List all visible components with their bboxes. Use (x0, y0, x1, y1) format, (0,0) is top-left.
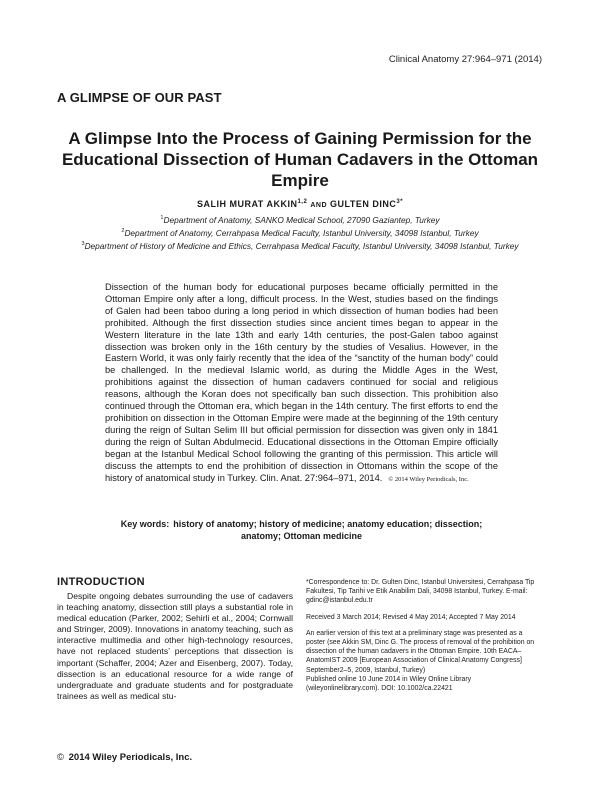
section-label: A GLIMPSE OF OUR PAST (57, 90, 222, 105)
author-conjunction: AND (310, 202, 327, 209)
keywords-list: history of anatomy; history of medicine; anatomy education; dissection; anatomy; Ottoman medicine (173, 519, 483, 541)
author-line (60, 199, 540, 209)
introduction-text: Despite ongoing debates surrounding the use of cadavers in teaching anatomy, dissection still plays a substantial role in medical education (Parker, 2002; Sehirli et al., 2004; Cornwall and Stringer, 2009). Innovations in anatomy teaching, such as interactive multimedia and other high-technology resources, have not replaced students’ perceptions that dissection is important (Schaffer, 2004; Azer and Eisenberg, 2007). Today, dissection is an educational resource for a wide range of undergraduate and graduate students and for postgraduate trainees as well as medical stu- (57, 591, 293, 701)
affiliation-2: $^2$Department of Anatomy, Cerrahpasa Medical Faculty, Istanbul University, 34098 Istanbul, Turkey (121, 227, 479, 238)
author-1-affiliation-marker: 1,2 (297, 199, 308, 205)
correspondence-note: *Correspondence to: Dr. Gulten Dinc, Istanbul Universitesi, Cerrahpasa Tip Fakultesi, Tip Tarihi ve Etik Anabilim Dali, 34098 Istanbul, Turkey. E-mail: gdinc@istanbul.edu.tr (306, 579, 535, 605)
abstract (105, 282, 498, 485)
article-title: A Glimpse Into the Process of Gaining Permission for the Educational Dissection of Human Cadavers in the Ottoman Empire (61, 129, 539, 190)
keywords (105, 518, 498, 542)
publication-note: Published online 10 June 2014 in Wiley Online Library (wileyonlinelibrary.com). DOI: 10.1002/ca.22421 (306, 675, 472, 693)
footer-copyright (57, 752, 192, 763)
affiliation-1: $^1$Department of Anatomy, SANKO Medical School, 27090 Gaziantep, Turkey (160, 214, 440, 225)
keywords-label: Key words: (120, 519, 170, 529)
introduction-heading: INTRODUCTION (57, 576, 145, 588)
footer-copyright-text: 2014 Wiley Periodicals, Inc. (68, 752, 193, 763)
journal-reference: Clinical Anatomy 27:964–971 (2014) (388, 54, 542, 65)
abstract-text: Dissection of the human body for educational purposes became officially permitted in the Ottoman Empire only after a long, difficult process. In the West, studies based on the findings of Galen had been taboo during a long period in which dissection of human bodies had been prohibited. Although the first dissection studies since ancient times began to appear in the Western literature in the late 13th and early 14th centuries, the post-Galen taboo against dissection was broken only in the 16th century by the studies of Vesalius. However, in the Eastern World, it was only fairly recently that the idea of the “sanctity of the human body” could be challenged. In the medieval Islamic world, as during the Middle Ages in the West, prohibitions against the dissection of human cadavers continued for social and religious reasons, although the Koran does not specifically ban such dissection. This prohibition also continued through the Ottoman era, which began in the 14th century. The first efforts to end the prohibition on dissection in the Ottoman Empire were made at the beginning of the 19th century during the reign of Sultan Selim III but official permission for dissection was given only in 1841 during the reign of Sultan Abdulmecid. Educational dissections in the Ottoman Empire officially began at the Istanbul Medical School following the granting of this permission. This article will discuss the attempts to end the prohibition of dissection in Ottomans within the scope of the history of anatomical study in Turkey. Clin. Anat. 27:964–971, 2014. (105, 282, 498, 483)
author-2-affiliation-marker: 3* (396, 199, 404, 205)
received-dates: Received 3 March 2014; Revised 4 May 2014; Accepted 7 May 2014 (306, 613, 516, 621)
affiliation-3: $^3$Department of History of Medicine and Ethics, Cerrahpasa Medical Faculty, Istanbul University, 34098 Istanbul, Turkey (81, 240, 519, 251)
footnotes (306, 578, 543, 700)
author-1: SALIH MURAT AKKIN (196, 199, 298, 209)
copyright-icon: © (57, 752, 64, 763)
earlier-version-note: An earlier version of this text at a preliminary stage was presented as a poster (see Akkin SM, Dinc G. The process of removal of the prohibition on dissection of the human cadavers in the Ottoman Empire. 10th EACA–AnatomIST 2009 [European Association of Clinical Anatomy Congress] September2–5, 2009, Istanbul, Turkey) (306, 629, 535, 674)
affiliations (60, 213, 540, 251)
author-2: GULTEN DINC (330, 199, 397, 209)
abstract-copyright: © 2014 Wiley Periodicals, Inc. (388, 475, 469, 483)
